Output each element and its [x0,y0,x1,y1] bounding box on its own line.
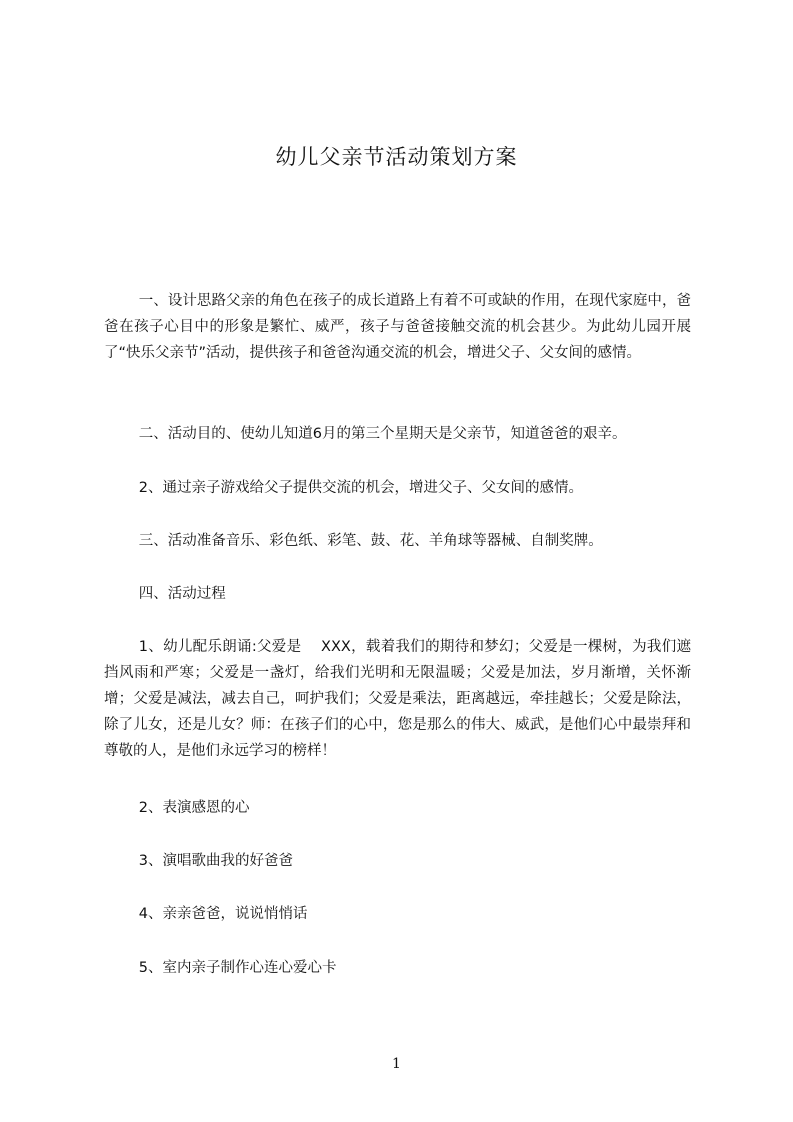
paragraph-goal-2: 2、通过亲子游戏给父子提供交流的机会，增进父子、父女间的感情。 [138,480,584,496]
paragraph-recitation: 1、幼儿配乐朗诵:父爱是 XXX，载着我们的期待和梦幻；父爱是一棵树，为我们遮挡风雨和严寒；父爱是一盏灯，给我们光明和无限温暖；父爱是加法，岁月渐增，关怀渐增；父爱是减法，减去自己，呵护我们；父爱是乘法，距离越远，牵挂越长；父爱是除法，除了儿女，还是儿女？师：在孩子们的心中，您是那么的伟大、威武，是他们心中最崇拜和尊敬的人，是他们永远学习的榜样！ [104,639,691,759]
paragraph-step-3: 3、演唱歌曲我的好爸爸 [138,853,294,869]
document-title: 幼儿父亲节活动策划方案 [275,145,518,169]
paragraph-design-idea: 一、设计思路父亲的角色在孩子的成长道路上有着不可或缺的作用，在现代家庭中，爸爸在孩子心目中的形象是繁忙、威严，孩子与爸爸接触交流的机会甚少。为此幼儿园开展了“快乐父亲节”活动，提供孩子和爸爸沟通交流的机会，增进父子、父女间的感情。 [104,293,691,361]
paragraph-step-2: 2、表演感恩的心 [138,800,250,816]
paragraph-activity-goal: 二、活动目的、使幼儿知道6月的第三个星期天是父亲节，知道爸爸的艰辛。 [138,426,627,442]
paragraph-preparation: 三、活动准备音乐、彩色纸、彩笔、鼓、花、羊角球等器械、自制奖牌。 [138,533,603,549]
paragraph-step-4: 4、亲亲爸爸，说说悄悄话 [138,906,308,922]
page-number: 1 [392,1056,401,1072]
paragraph-step-5: 5、室内亲子制作心连心爱心卡 [138,960,337,976]
paragraph-process-heading: 四、活动过程 [138,586,226,602]
